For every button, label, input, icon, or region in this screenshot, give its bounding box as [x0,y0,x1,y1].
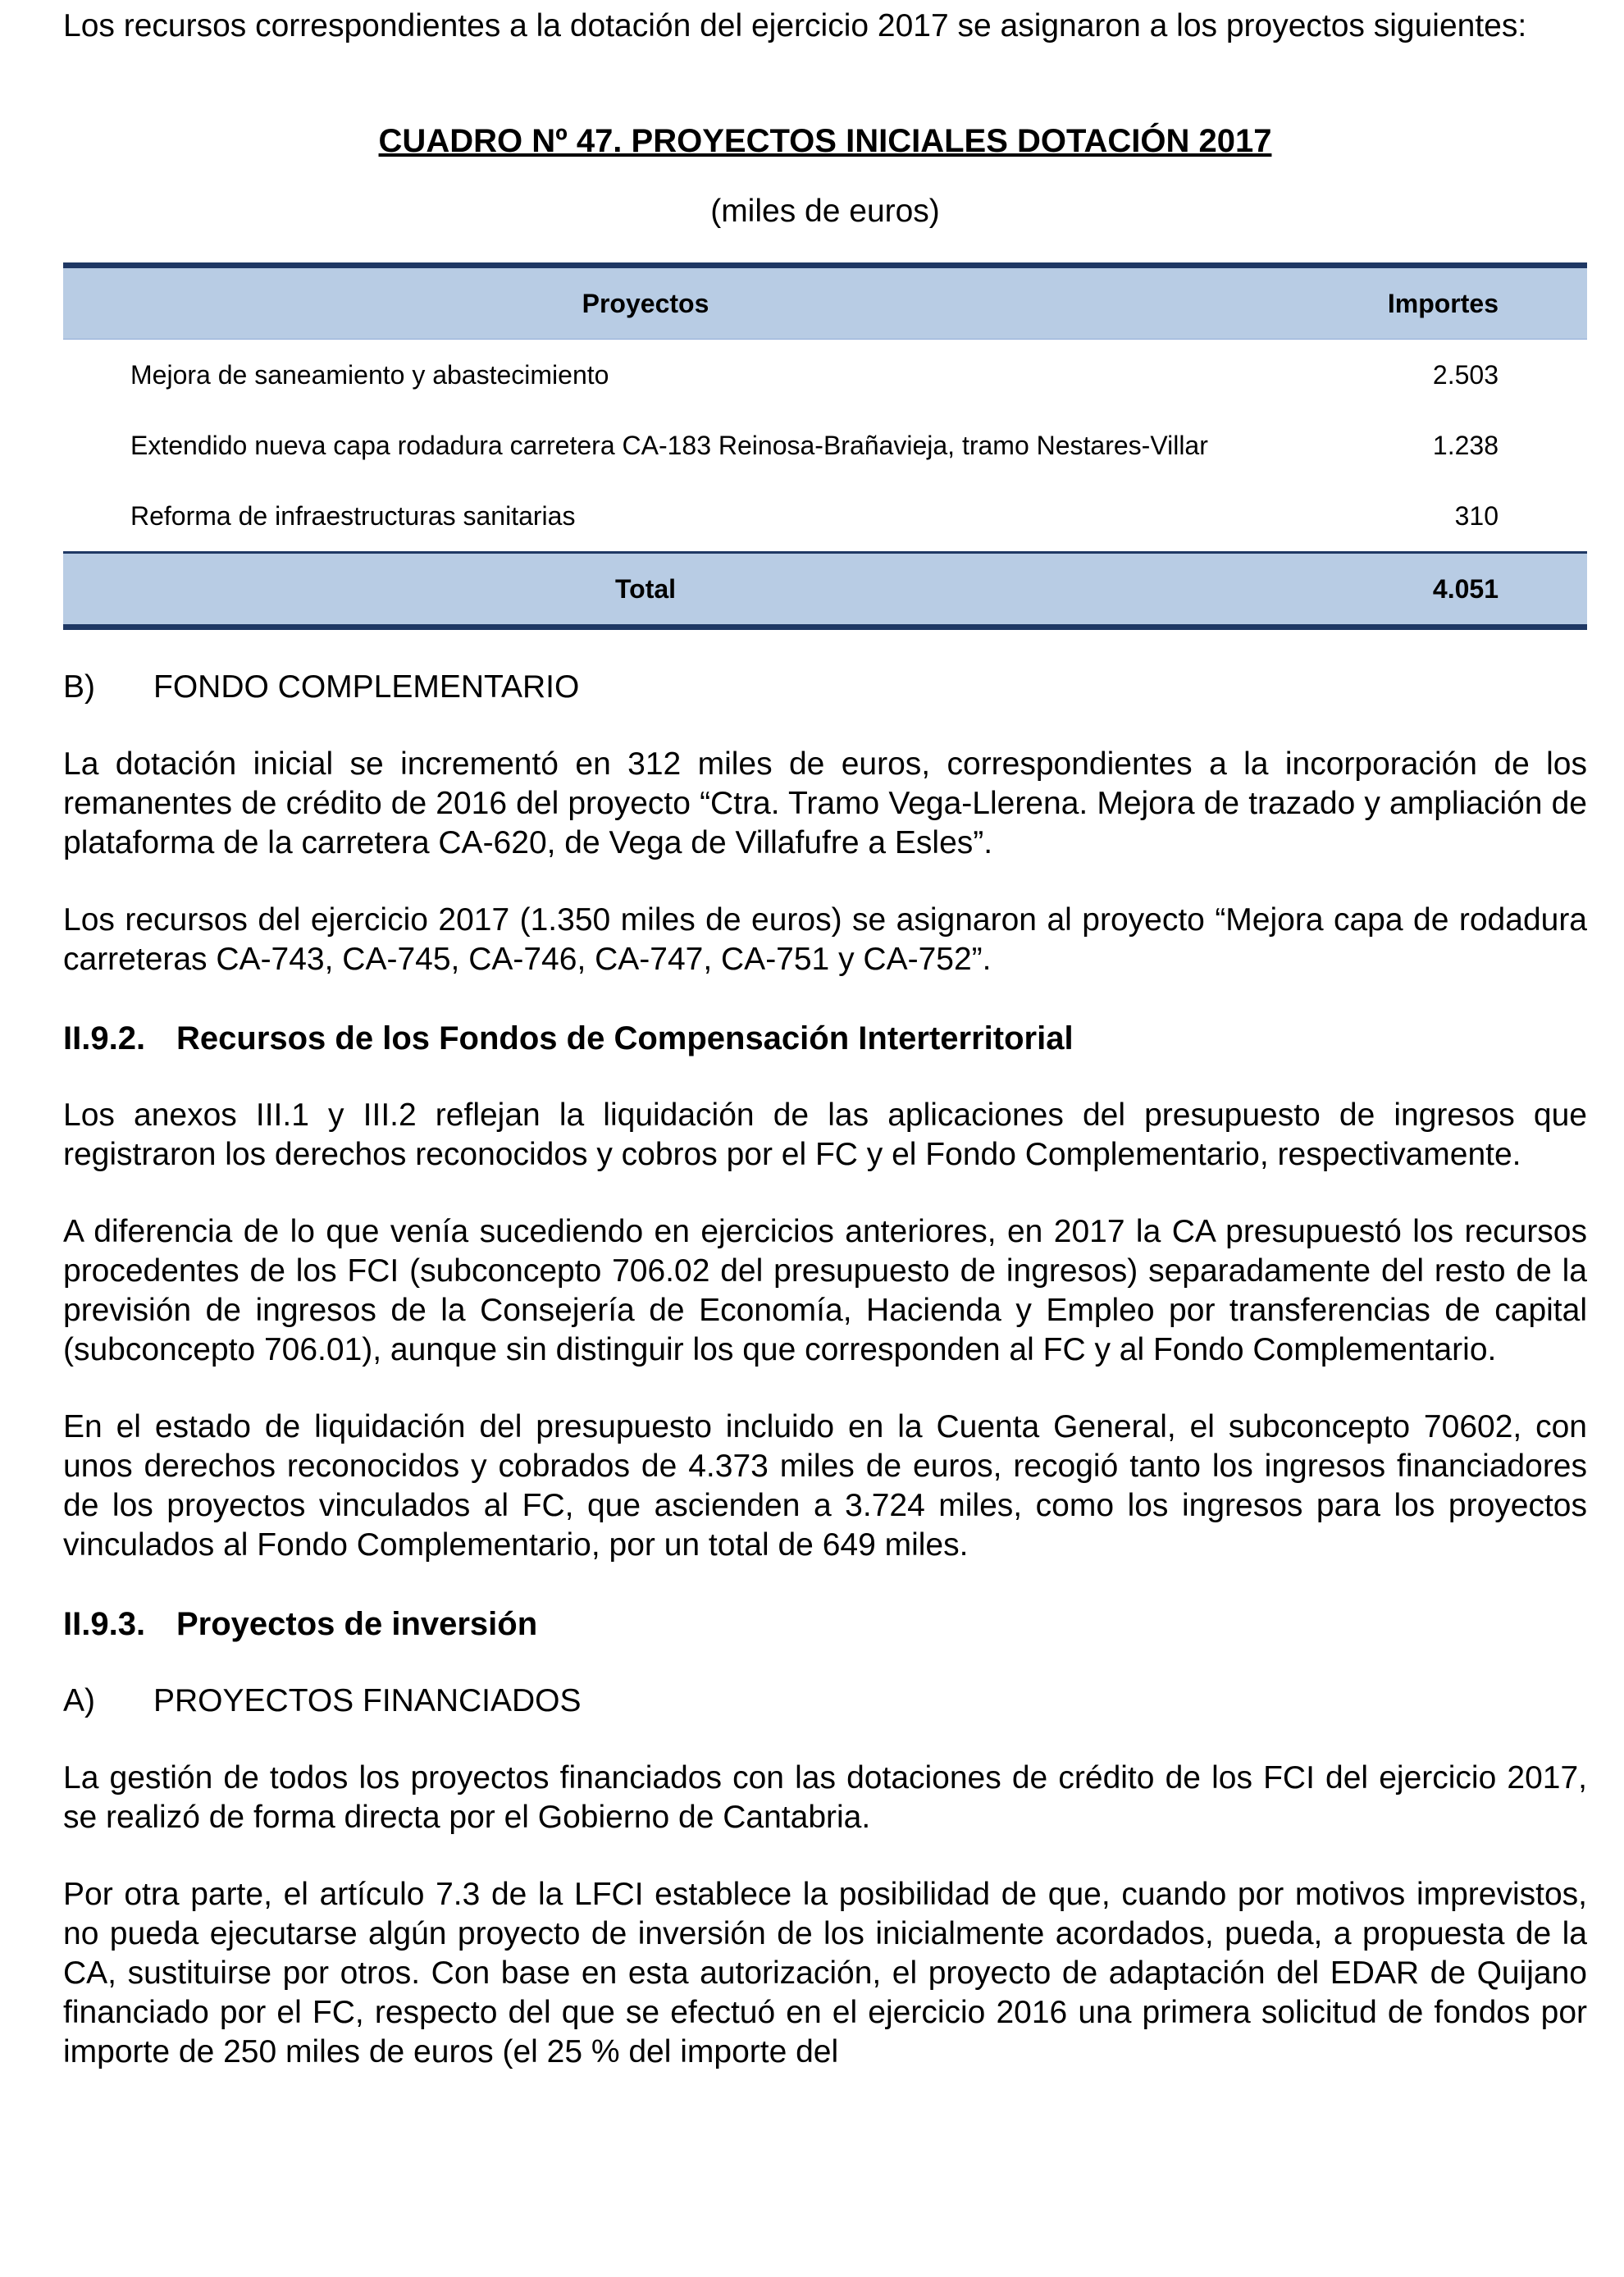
table-row [63,340,1587,411]
section-b-title: FONDO COMPLEMENTARIO [153,669,580,705]
row-amount: 1.238 [1432,430,1499,460]
row-amount: 310 [1454,500,1499,531]
heading-ii-9-3-title: Proyectos de inversión [176,1606,538,1642]
table-subtitle: (miles de euros) [710,194,940,229]
total-amount: 4.051 [1228,553,1587,627]
section-a-title: PROYECTOS FINANCIADOS [153,1683,582,1718]
paragraph-992-1: Los anexos III.1 y III.2 reflejan la liquidación de las aplicaciones del presupuesto de ingresos que registraron los derechos reconocidos y cobros por el FC y el Fondo Complementario, respectivamente. [63,1097,1587,1172]
row-project: Mejora de saneamiento y abastecimiento [130,359,609,390]
section-a-letter: A) [63,1683,95,1718]
paragraph-a2: Por otra parte, el artículo 7.3 de la LFCI establece la posibilidad de que, cuando por motivos imprevistos, no pueda ejecutarse algún proyecto de inversión de los inicialmente acordados, pueda, a propuesta de la CA, sustituirse por otros. Con base en esta autorización, el proyecto de adaptación del EDAR de Quijano financiado por el FC, respecto del que se efectuó en el ejercicio 2016 una primera solicitud de fondos por importe de 250 miles de euros (el 25 % del importe del [63,1877,1587,2069]
paragraph-a1: La gestión de todos los proyectos financiados con las dotaciones de crédito de los FCI del ejercicio 2017, se realizó de forma directa por el Gobierno de Cantabria. [63,1760,1587,1835]
table-total-row [63,553,1587,627]
row-project: Reforma de infraestructuras sanitarias [130,500,576,531]
paragraph-b2: Los recursos del ejercicio 2017 (1.350 miles de euros) se asignaron al proyecto “Mejora capa de rodadura carreteras CA-743, CA-745, CA-746, CA-747, CA-751 y CA-752”. [63,902,1587,977]
paragraph-992-3: En el estado de liquidación del presupuesto incluido en la Cuenta General, el subconcepto 70602, con unos derechos reconocidos y cobrados de 4.373 miles de euros, recogió tanto los ingresos financiadores de los proyectos vinculados al FC, que ascienden a 3.724 miles, como los ingresos para los proyectos vinculados al Fondo Complementario, por un total de 649 miles. [63,1409,1587,1563]
document-content [63,7,1587,2072]
intro-paragraph: Los recursos correspondientes a la dotación del ejercicio 2017 se asignaron a los proyectos siguientes: [63,8,1527,43]
table-title: CUADRO Nº 47. PROYECTOS INICIALES DOTACIÓN 2017 [378,123,1272,159]
heading-ii-9-3-number: II.9.3. [63,1606,146,1642]
heading-ii-9-2 [63,1019,1587,1058]
row-project: Extendido nueva capa rodadura carretera CA-183 Reinosa-Brañavieja, tramo Nestares-Villar [130,430,1208,460]
projects-table [63,262,1587,630]
section-b-letter: B) [63,669,95,705]
header-projects: Proyectos [63,266,1228,340]
section-b-label [63,668,1587,707]
header-amounts: Importes [1228,266,1587,340]
paragraph-b1: La dotación inicial se incrementó en 312 miles de euros, correspondientes a la incorporación de los remanentes de crédito de 2016 del proyecto “Ctra. Tramo Vega-Llerena. Mejora de trazado y ampliación de plataforma de la carretera CA-620, de Vega de Villafufre a Esles”. [63,746,1587,860]
heading-ii-9-3 [63,1604,1587,1644]
table-row [63,481,1587,553]
section-a-label [63,1682,1587,1721]
total-label: Total [63,553,1228,627]
row-amount: 2.503 [1432,359,1499,390]
table-header-row [63,266,1587,340]
paragraph-992-2: A diferencia de lo que venía sucediendo en ejercicios anteriores, en 2017 la CA presupuestó los recursos procedentes de los FCI (subconcepto 706.02 del presupuesto de ingresos) separadamente del resto de la previsión de ingresos de la Consejería de Economía, Hacienda y Empleo por transferencias de capital (subconcepto 706.01), aunque sin distinguir los que corresponden al FC y al Fondo Complementario. [63,1214,1587,1367]
heading-ii-9-2-number: II.9.2. [63,1020,146,1056]
table-row [63,410,1587,481]
heading-ii-9-2-title: Recursos de los Fondos de Compensación Interterritorial [176,1020,1074,1056]
